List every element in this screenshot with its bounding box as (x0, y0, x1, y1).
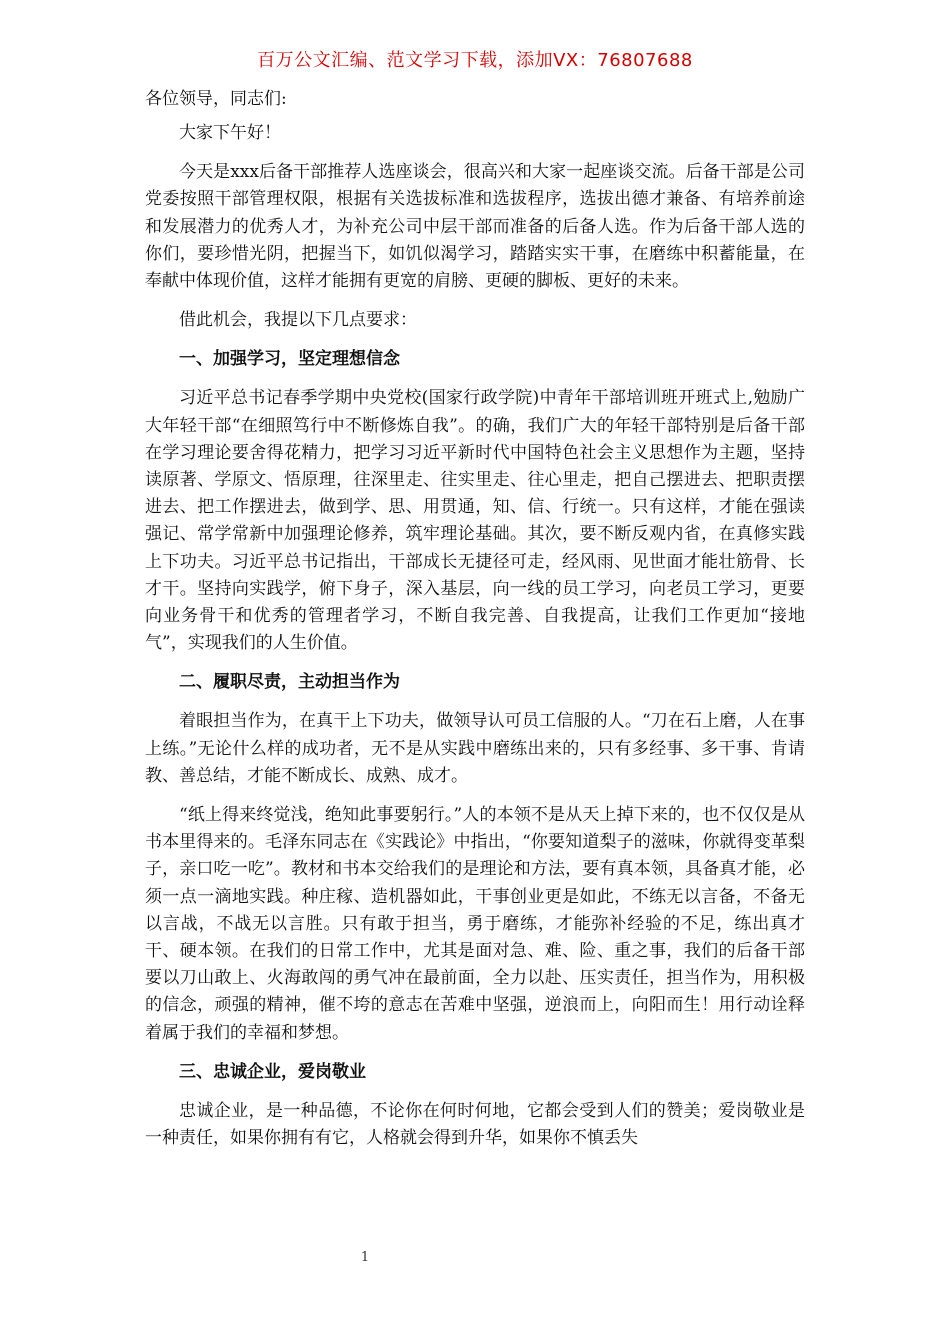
section-2-paragraph-1: 着眼担当作为，在真干上下功夫，做领导认可员工信服的人。“刀在石上磨，人在事上练。”无论什么样的成功者，无不是从实践中磨练出来的，只有多经事、多干事、肯请教、善总结，才能不断成长、成熟、成才。 (145, 711, 805, 786)
section-3-paragraph: 忠诚企业，是一种品德，不论你在何时何地，它都会受到人们的赞美；爱岗敬业是一种责任，如果你拥有有它，人格就会得到升华，如果你不慎丢失 (145, 1100, 805, 1149)
transition-paragraph: 借此机会，我提以下几点要求： (179, 310, 417, 331)
document-body (145, 86, 805, 1164)
section-2-paragraph-2: “纸上得来终觉浅，绝知此事要躬行。”人的本领不是从天上掉下来的，也不仅仅是从书本里得来的。毛泽东同志在《实践论》中指出，“你要知道梨子的滋味，你就得变革梨子，亲口吃一吃”。教材和书本交给我们的是理论和方法，要有真本领，具备真才能，必须一点一滴地实践。种庄稼、造机器如此，干事创业更是如此，不练无以言备，不备无以言战，不战无以言胜。只有敢于担当，勇于磨练，才能弥补经验的不足，练出真才干、硬本领。在我们的日常工作中，尤其是面对急、难、险、重之事，我们的后备干部要以刀山敢上、火海敢闯的勇气冲在最前面，全力以赴、压实责任，担当作为，用积极的信念，顽强的精神，催不垮的意志在苦难中坚强，逆浪而上，向阳而生！用行动诠释着属于我们的幸福和梦想。 (145, 805, 805, 1043)
intro-paragraph: 今天是xxx后备干部推荐人选座谈会，很高兴和大家一起座谈交流。后备干部是公司党委按照干部管理权限，根据有关选拔标准和选拔程序，选拔出德才兼备、有培养前途和发展潜力的优秀人才，为补充公司中层干部而准备的后备人选。作为后备干部人选的你们，要珍惜光阴，把握当下，如饥似渴学习，踏踏实实干事，在磨练中积蓄能量，在奉献中体现价值，这样才能拥有更宽的肩膀、更硬的脚板、更好的未来。 (145, 162, 805, 292)
greeting: 大家下午好！ (179, 123, 281, 143)
section-heading-1: 一、加强学习，坚定理想信念 (179, 349, 400, 370)
page-number: 1 (360, 1250, 370, 1265)
section-1-paragraph: 习近平总书记春季学期中央党校(国家行政学院)中青年干部培训班开班式上,勉励广大年轻干部“在细照笃行中不断修炼自我”。的确，我们广大的年轻干部特别是后备干部在学习理论要舍得花精力，把学习习近平新时代中国特色社会主义思想作为主题，坚持读原著、学原文、悟原理，往深里走、往实里走、往心里走，把自己摆进去、把职责摆进去、把工作摆进去，做到学、思、用贯通，知、信、行统一。只有这样，才能在强读强记、常学常新中加强理论修养，筑牢理论基础。其次，要不断反观内省，在真修实践上下功夫。习近平总书记指出，干部成长无捷径可走，经风雨、见世面才能壮筋骨、长才干。坚持向实践学，俯下身子，深入基层，向一线的员工学习，向老员工学习，更要向业务骨干和优秀的管理者学习，不断自我完善、自我提高，让我们工作更加“接地气”，实现我们的人生价值。 (145, 388, 805, 654)
section-heading-2: 二、履职尽责，主动担当作为 (179, 672, 400, 693)
header-banner: 百万公文汇编、范文学习下载，添加VX：76807688 (257, 50, 693, 71)
section-heading-3: 三、忠诚企业，爱岗敬业 (179, 1061, 366, 1082)
salutation: 各位领导，同志们: (145, 89, 287, 109)
